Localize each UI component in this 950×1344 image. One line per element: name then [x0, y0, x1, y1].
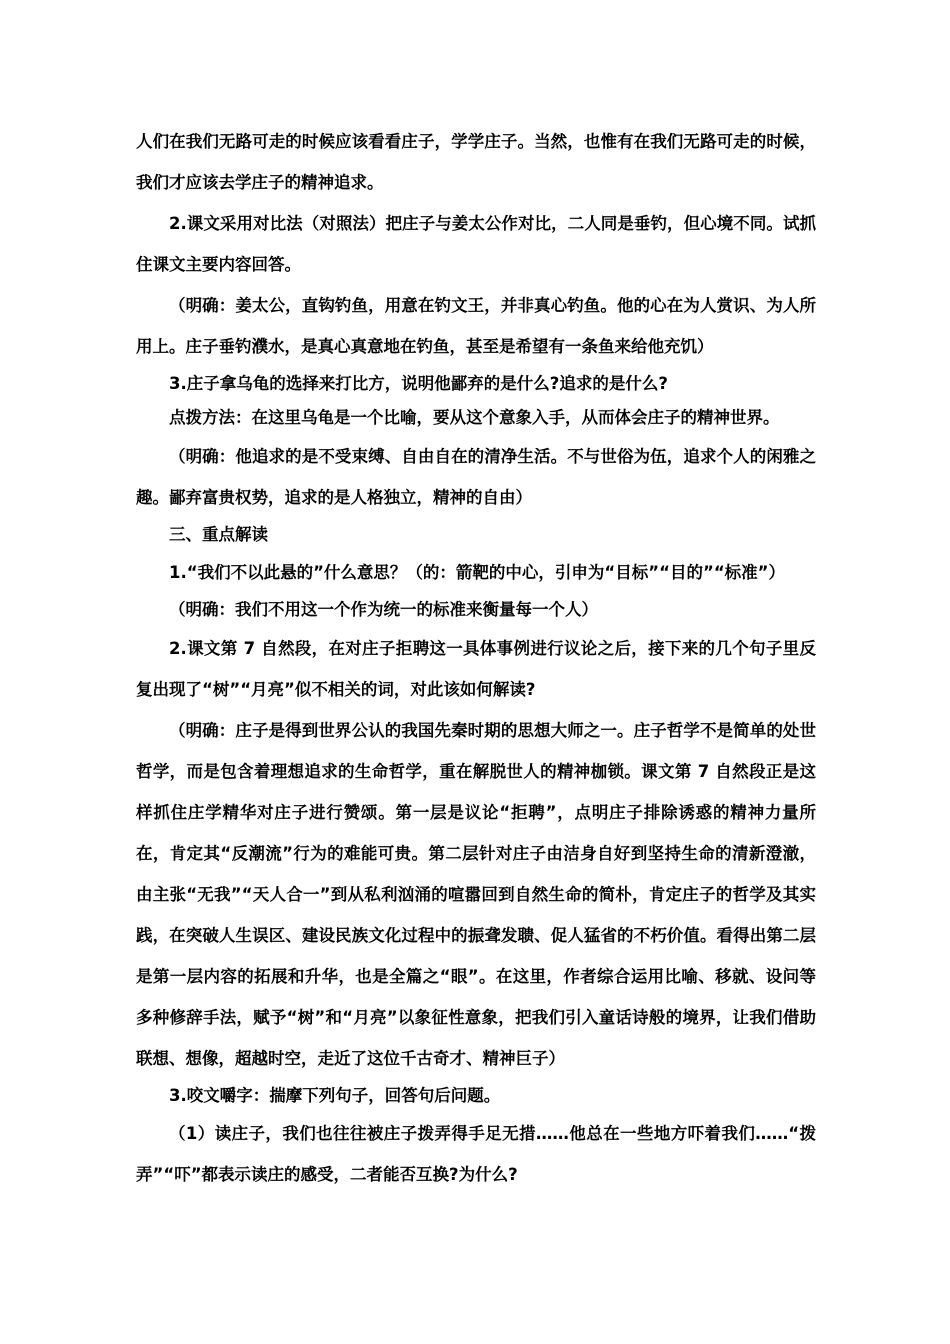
- key-answer-2: （明确：庄子是得到世界公认的我国先秦时期的思想大师之一。庄子哲学不是简单的处世哲学，而是包含着理想追求的生命哲学，重在解脱世人的精神枷锁。课文第 7 自然段正是这样抓住庄学精华对庄子进行赞颂。第一层是议论“拒聘”，点明庄子排除诱惑的精神力量所在，肯定其“反潮流”行为的难能可贵。第二层针对庄子由洁身自好到坚持生命的清新澄澈，由主张“无我”“天人合一”到从私利汹涌的喧嚣回到自然生命的简朴，肯定庄子的哲学及其实践，在突破人生误区、建设民族文化过程中的振聋发聩、促人猛省的不朽价值。看得出第二层是第一层内容的拓展和升华，也是全篇之“眼”。在这里，作者综合运用比喻、移就、设问等多种修辞手法，赋予“树”和“月亮”以象征性意象，把我们引入童话诗般的境界，让我们借助联想、想像，超越时空，走近了这位千古奇才、精神巨子）: [136, 720, 816, 1068]
- answer-2-contrast: （明确：姜太公，直钩钓鱼，用意在钓文王，并非真心钓鱼。他的心在为人赏识、为人所用上。庄子垂钓濮水，是真心真意地在钓鱼，甚至是希望有一条鱼来给他充饥）: [136, 296, 816, 356]
- key-question-3: 3.咬文嚼字：揣摩下列句子，回答句后问题。: [169, 1085, 501, 1105]
- paragraph-zhuangzi-path: 人们在我们无路可走的时候应该看看庄子，学学庄子。当然，也惟有在我们无路可走的时候，我们才应该去学庄子的精神追求。: [136, 132, 816, 192]
- question-2-contrast: 2.课文采用对比法（对照法）把庄子与姜太公作对比，二人同是垂钓，但心境不同。试抓住课文主要内容回答。: [136, 214, 816, 274]
- key-question-1: 1.“我们不以此悬的”什么意思？（的：箭靶的中心，引申为“目标”“目的”“标准”）: [169, 563, 786, 583]
- question-3-turtle: 3.庄子拿乌龟的选择来打比方，说明他鄙弃的是什么?追求的是什么?: [169, 374, 668, 393]
- section-heading-key-reading: 三、重点解读: [169, 524, 268, 544]
- document-body: [136, 121, 816, 1195]
- key-question-2: 2.课文第 7 自然段，在对庄子拒聘这一具体事例进行议论之后，接下来的几个句子里反复出现了“树”“月亮”似不相关的词，对此该如何解读?: [136, 638, 816, 699]
- hint-method: 点拨方法：在这里乌龟是一个比喻，要从这个意象入手，从而体会庄子的精神世界。: [169, 408, 780, 428]
- answer-3-turtle: （明确：他追求的是不受束缚、自由自在的清净生活。不与世俗为伍，追求个人的闲雅之趣。鄙弃富贵权势，追求的是人格独立，精神的自由）: [136, 446, 816, 507]
- key-answer-1: （明确：我们不用这一个作为统一的标准来衡量每一个人）: [169, 600, 598, 620]
- key-question-3-1: （1）读庄子，我们也往往被庄子拨弄得手足无措……他总在一些地方吓着我们……“拨弄”“吓”都表示读庄的感受，二者能否互换?为什么?: [136, 1124, 816, 1185]
